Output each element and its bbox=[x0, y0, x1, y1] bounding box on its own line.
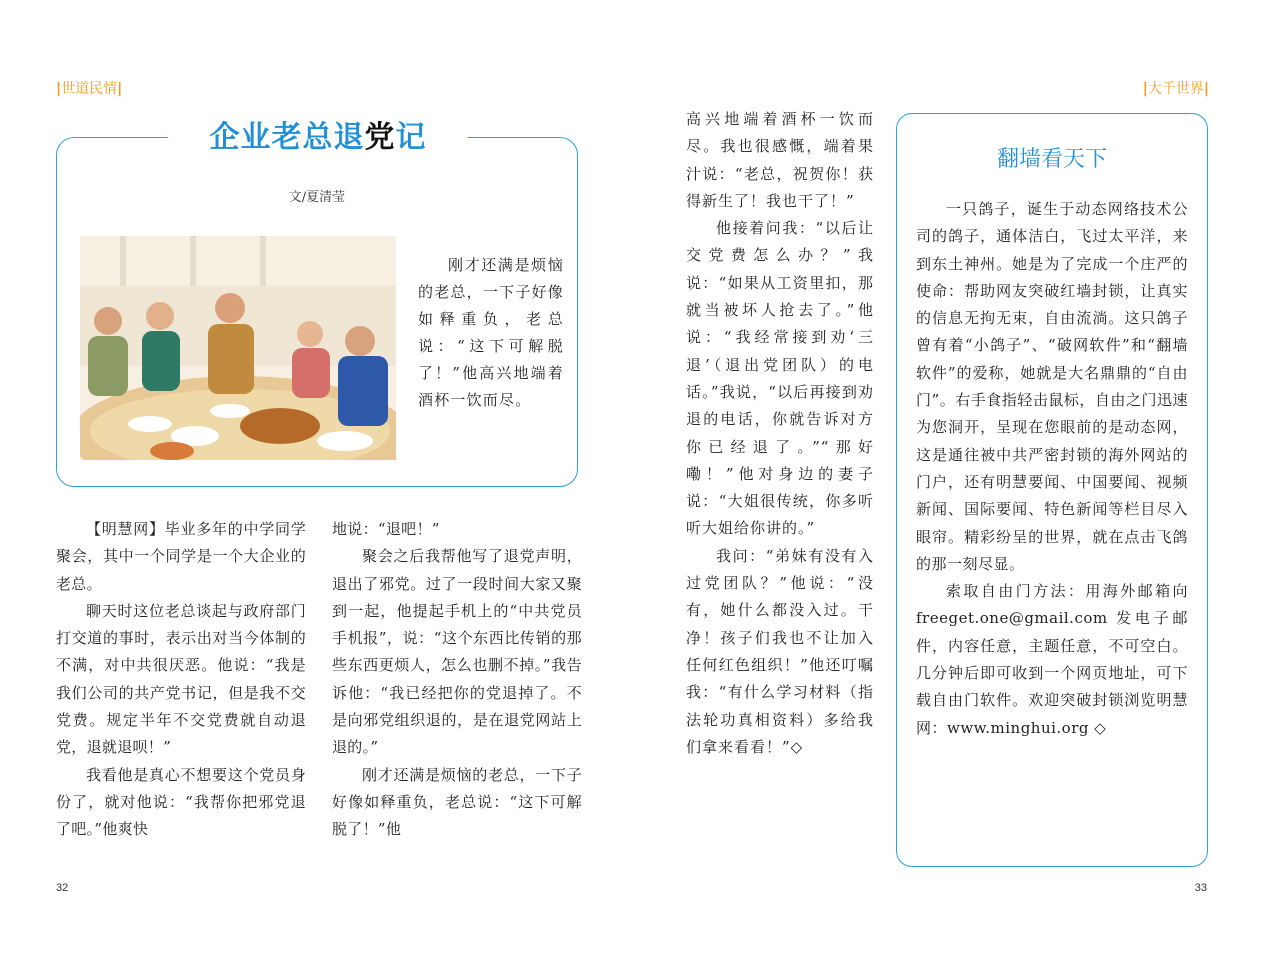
dinner-illustration bbox=[80, 236, 396, 460]
column-3 bbox=[686, 106, 874, 761]
section-tag-left: |世道民情| bbox=[56, 81, 123, 97]
title-part-2: 党 bbox=[364, 120, 396, 155]
article-title bbox=[168, 118, 468, 158]
paragraph: 我看他是真心不想要这个党员身份了，就对他说：“我帮你把邪党退了吧。”他爽快 bbox=[56, 765, 306, 839]
paragraph: 索取自由门方法：用海外邮箱向 freeget.one@gmail.com 发电子邮件，内容任意，主题任意，不可空白。几分钟后即可收到一个网页地址，可下载自由门软件。欢迎突破封锁浏览明慧网：www.minghui.org ◇ bbox=[916, 582, 1188, 737]
paragraph: 他接着问我：“以后让交党费怎么办？”我说：“如果从工资里扣，那就当被坏人抢去了。”他说：“我经常接到劝‘三退’（退出党团队）的电话。”我说，“以后再接到劝退的电话，你就告诉对方你已经退了。”“那好嘞！”他对身边的妻子说：“大姐很传统，你多听听大姐给你讲的。” bbox=[686, 219, 874, 538]
paragraph: 刚才还满是烦恼的老总，一下子好像如释重负，老总说：“这下可解脱了！”他 bbox=[332, 765, 582, 839]
paragraph: 一只鸽子，诞生于动态网络技术公司的鸽子，通体洁白，飞过太平洋，来到东土神州。她是为了完成一个庄严的使命：帮助网友突破红墙封锁，让真实的信息无拘无束，自由流淌。这只鸽子曾有着“小鸽子”、“破网软件”和“翻墙软件”的爱称，她就是大名鼎鼎的“自由门”。右手食指轻击鼠标，自由之门迅速为您洞开，呈现在您眼前的是动态网，这是通往被中共严密封锁的海外网站的门户，还有明慧要闻、中国要闻、视频新闻、国际要闻、特色新闻等栏目尽入眼帘。精彩纷呈的世界，就在点击飞鸽的那一刻尽显。 bbox=[916, 200, 1188, 573]
sidebar-title: 翻墙看天下 bbox=[996, 147, 1107, 172]
column-2 bbox=[332, 516, 582, 844]
section-tag-left-label: 世道民情 bbox=[61, 81, 118, 97]
sidebar-text bbox=[916, 196, 1188, 742]
paragraph: 聚会之后我帮他写了退党声明，退出了邪党。过了一段时间大家又聚到一起，他提起手机上的“中共党员手机报”，说：“这个东西比传销的那些东西更烦人，怎么也删不掉。”我告诉他：“我已经把你的党退掉了。不是向邪党组织退的，是在退党网站上退的。” bbox=[332, 547, 582, 757]
page-number-right: 33 bbox=[1194, 882, 1207, 894]
byline: 文/夏清莹 bbox=[288, 190, 346, 205]
title-part-3: 记 bbox=[395, 120, 427, 155]
paragraph: 地说：“退吧！” bbox=[332, 520, 440, 538]
column-1 bbox=[56, 516, 306, 844]
paragraph: 【明慧网】毕业多年的中学同学聚会，其中一个同学是一个大企业的老总。 bbox=[56, 520, 306, 593]
page-number-left: 32 bbox=[56, 882, 69, 894]
title-part-1: 企业老总退 bbox=[209, 120, 365, 155]
paragraph: 我问：“弟妹有没有入过党团队？”他说：“没有，她什么都没入过。干净！孩子们我也不让加入任何红色组织！”他还叮嘱我：“有什么学习材料（指法轮功真相资料）多给我们拿来看看！”◇ bbox=[686, 546, 874, 756]
paragraph: 高兴地端着酒杯一饮而尽。我也很感慨，端着果汁说：“老总，祝贺你！获得新生了！我也干了！” bbox=[686, 110, 874, 210]
lead-paragraph: 刚才还满是烦恼的老总，一下子好像如释重负，老总说：“这下可解脱了！”他高兴地端着酒杯一饮而尽。 bbox=[418, 256, 564, 409]
paragraph: 聊天时这位老总谈起与政府部门打交道的事时，表示出对当今体制的不满，对中共很厌恶。他说：“我是我们公司的共产党书记，但是我不交党费。规定半年不交党费就自动退党，退就退呗！” bbox=[56, 601, 306, 757]
section-tag-right: |大千世界| bbox=[1142, 81, 1209, 97]
section-tag-right-label: 大千世界 bbox=[1147, 81, 1204, 97]
article-lead bbox=[418, 252, 564, 414]
